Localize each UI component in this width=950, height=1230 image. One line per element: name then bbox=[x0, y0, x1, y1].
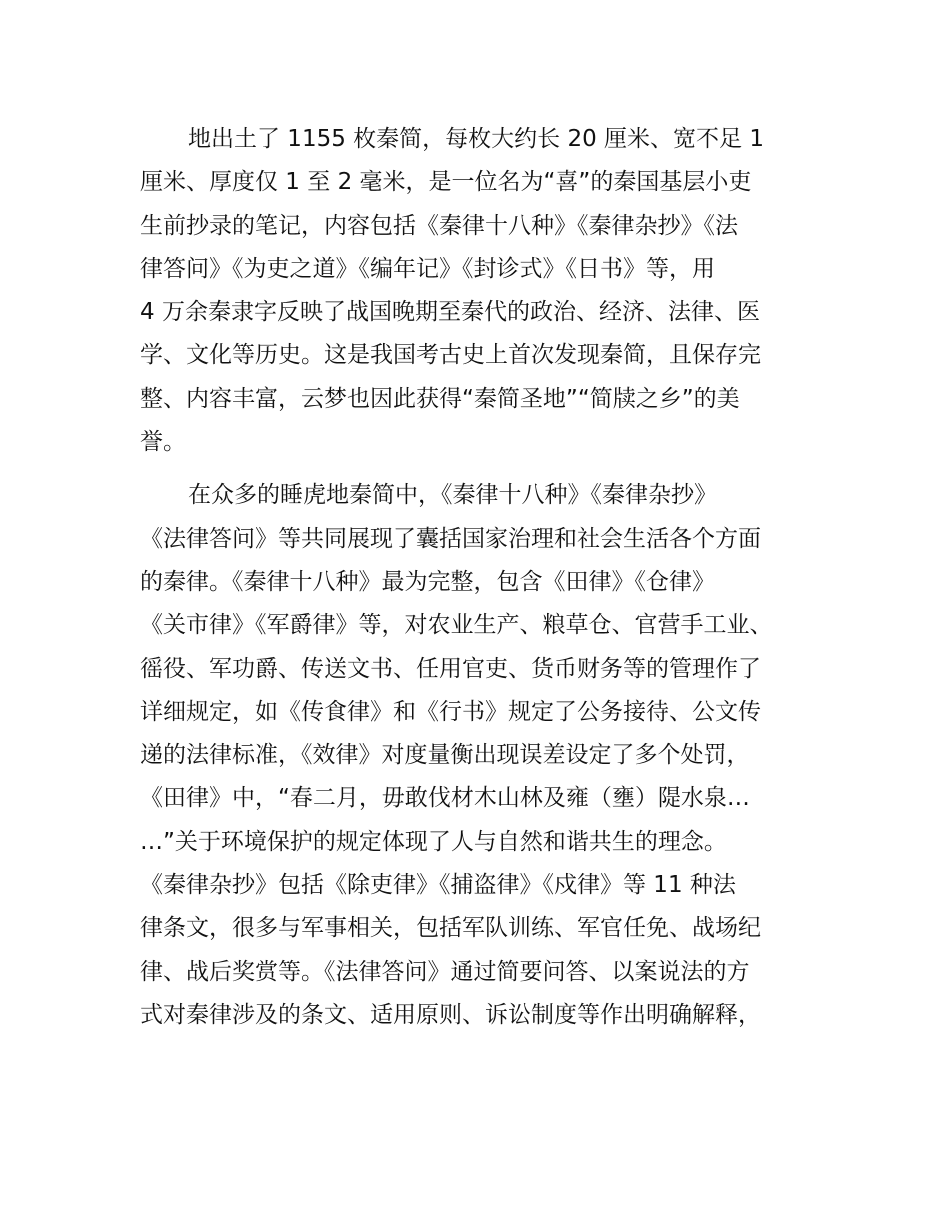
text-line: 《秦律杂抄》包括《除吏律》《捕盗律》《戍律》等 11 种法 bbox=[140, 872, 736, 899]
paragraph-1 bbox=[140, 118, 820, 464]
text-line: 整、内容丰富，云梦也因此获得“秦简圣地”“简牍之乡”的美 bbox=[140, 385, 740, 412]
text-line: 律答问》《为吏之道》《编年记》《封诊式》《日书》等，用 bbox=[140, 255, 715, 282]
document-page bbox=[140, 118, 820, 1037]
text-line: 4 万余秦隶字反映了战国晚期至秦代的政治、经济、法律、医 bbox=[140, 299, 760, 326]
text-line: 《法律答问》等共同展现了囊括国家治理和社会生活各个方面 bbox=[140, 525, 761, 552]
text-line: 律、战后奖赏等。《法律答问》通过简要问答、以案说法的方 bbox=[140, 958, 750, 985]
text-line: 的秦律。《秦律十八种》最为完整，包含《田律》《仓律》 bbox=[140, 568, 715, 595]
text-line: 详细规定，如《传食律》和《行书》规定了公务接待、公文传 bbox=[140, 698, 761, 725]
text-line: 地出土了 1155 枚秦简，每枚大约长 20 厘米、宽不足 1 bbox=[188, 126, 764, 152]
text-line: 学、文化等历史。这是我国考古史上首次发现秦简，且保存完 bbox=[140, 342, 761, 369]
text-line: 在众多的睡虎地秦简中，《秦律十八种》《秦律杂抄》 bbox=[188, 482, 717, 509]
text-line: 《田律》中，“春二月，毋敢伐材木山林及雍（壅）隄水泉… bbox=[140, 785, 750, 812]
text-line: 誉。 bbox=[140, 429, 186, 456]
text-line: 厘米、厚度仅 1 至 2 毫米，是一位名为“喜”的秦国基层小吏 bbox=[140, 169, 752, 196]
text-line: 徭役、军功爵、传送文书、任用官吏、货币财务等的管理作了 bbox=[140, 655, 761, 682]
text-line: 生前抄录的笔记，内容包括《秦律十八种》《秦律杂抄》《法 bbox=[140, 212, 738, 239]
text-line: 律条文，很多与军事相关，包括军队训练、军官任免、战场纪 bbox=[140, 915, 761, 942]
text-line: …”关于环境保护的规定体现了人与自然和谐共生的理念。 bbox=[140, 828, 727, 855]
text-line: 《关市律》《军爵律》等，对农业生产、粮草仓、官营手工业、 bbox=[140, 612, 773, 639]
text-line: 式对秦律涉及的条文、适用原则、诉讼制度等作出明确解释， bbox=[140, 1001, 761, 1028]
text-line: 递的法律标准，《效律》对度量衡出现误差设定了多个处罚， bbox=[140, 742, 750, 769]
paragraph-2 bbox=[140, 474, 820, 1037]
